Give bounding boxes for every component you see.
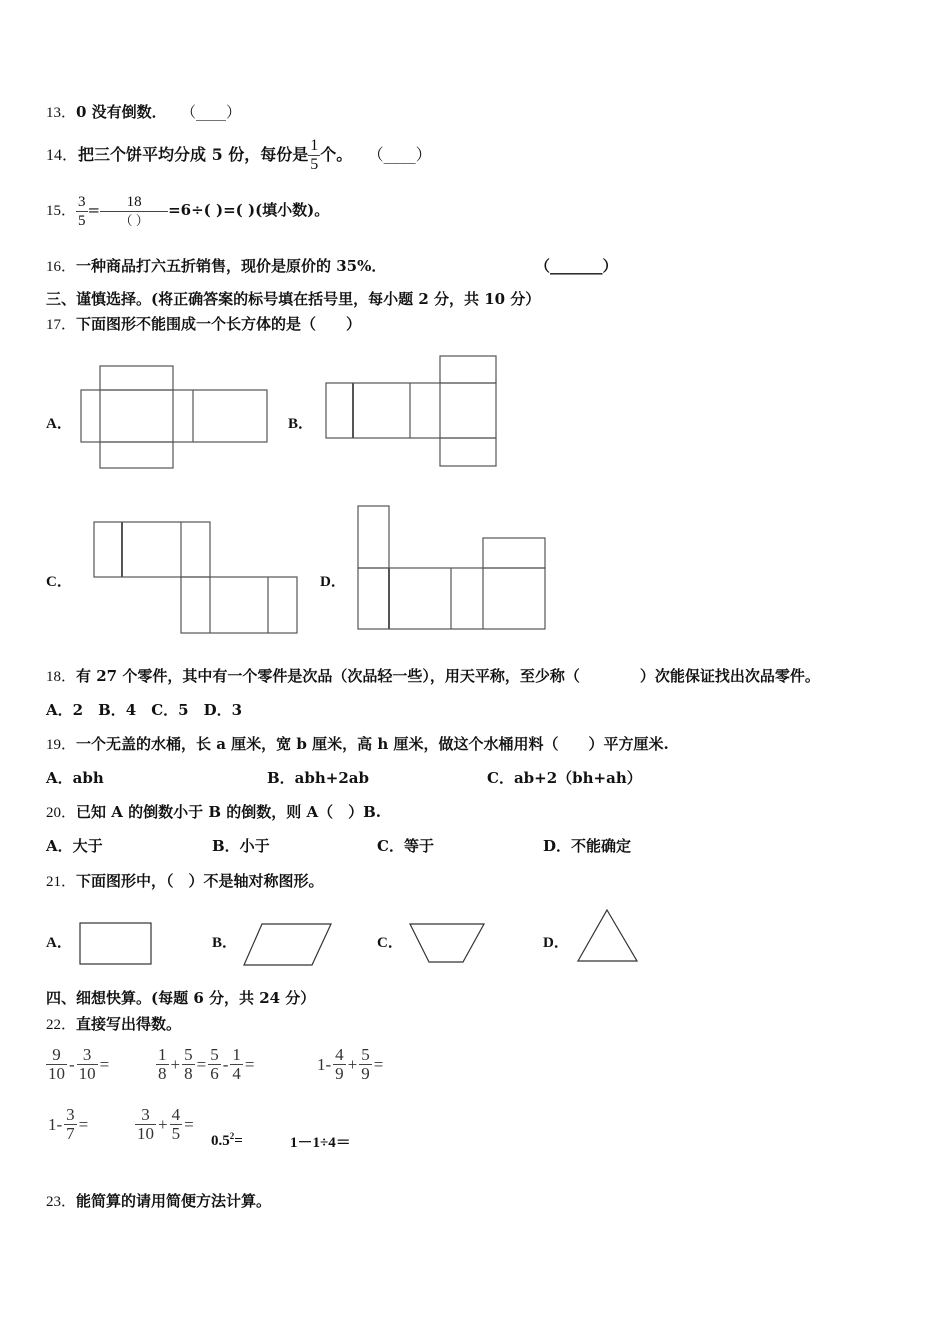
q21-triangle-shape[interactable] xyxy=(578,910,637,961)
q21-parallelogram-shape[interactable] xyxy=(244,924,331,965)
q22-expr-1: $\frac{9}{10}$ - $\frac{3}{10}$ = xyxy=(48,1045,110,1083)
q20-option-d[interactable]: D．不能确定 xyxy=(543,837,632,855)
q21-option-a-label[interactable]: A． xyxy=(46,935,72,951)
q22-expr-3: 1- $\frac{4}{9}$ + $\frac{5}{9}$ = xyxy=(317,1045,384,1083)
question-17: 17．下面图形不能围成一个长方体的是（ ） xyxy=(46,315,362,333)
question-23: 23．能简算的请用简便方法计算。 xyxy=(46,1192,272,1210)
question-16: 16．一种商品打六五折销售，现价是原价的 35%． xyxy=(46,257,387,275)
q14-answer-blank[interactable]: （____） xyxy=(367,145,432,164)
q20-option-a[interactable]: A．大于 xyxy=(46,837,103,855)
q21-option-d-label[interactable]: D． xyxy=(543,935,569,951)
q17-net-b[interactable] xyxy=(326,356,496,466)
q17-option-b-label[interactable]: B． xyxy=(288,416,314,432)
q21-rectangle-shape[interactable] xyxy=(80,923,151,964)
q17-option-d-label[interactable]: D． xyxy=(320,574,346,590)
q15-fraction: $\frac{3}{5}$ xyxy=(78,193,86,229)
q19-option-a[interactable]: A．abh xyxy=(46,769,104,787)
q19-option-b[interactable]: B．abh+2ab xyxy=(267,769,370,787)
q21-trapezoid-shape[interactable] xyxy=(410,924,484,962)
q19-option-c[interactable]: C．ab+2（bh+ah） xyxy=(487,769,642,787)
q13-text: 0 没有倒数． xyxy=(76,103,167,121)
question-18: 18．有 27 个零件，其中有一个零件是次品（次品轻一些），用天平称，至少称（ ）次能保证找出次品零件。 xyxy=(46,667,820,685)
q22-expr-5: $\frac{3}{10}$ + $\frac{4}{5}$ = xyxy=(137,1105,194,1143)
q22-expr-6: $0.5^2=$ xyxy=(211,1131,243,1149)
q21-option-b-label[interactable]: B． xyxy=(212,935,238,951)
q22-expr-2: $\frac{1}{8}$ + $\frac{5}{8}$ = $\frac{5}{6}$ - $\frac{1}{4}$ = xyxy=(158,1045,255,1083)
q17-option-a-label[interactable]: A． xyxy=(46,416,72,432)
q17-net-c[interactable] xyxy=(94,522,297,633)
q16-answer-blank[interactable]: （_______） xyxy=(535,257,618,275)
question-22: 22．直接写出得数。 xyxy=(46,1015,182,1033)
q18-options[interactable]: A．2 B．4 C．5 D．3 xyxy=(46,701,243,719)
question-20: 20．已知 A 的倒数小于 B 的倒数，则 A（ ）B. xyxy=(46,803,381,821)
section-3-title: 三、谨慎选择。(将正确答案的标号填在括号里，每小题 2 分，共 10 分） xyxy=(46,290,541,308)
question-14: 14．把三个饼平均分成 5 份，每份是 $\frac{1}{5}$ 个。 （____） xyxy=(46,137,432,173)
question-13: 13．0 没有倒数． （____） xyxy=(46,103,242,121)
q21-option-c-label[interactable]: C． xyxy=(377,935,403,951)
q17-net-d[interactable] xyxy=(358,506,545,629)
question-21: 21．下面图形中，（ ）不是轴对称图形。 xyxy=(46,872,324,890)
q17-option-c-label[interactable]: C． xyxy=(46,574,72,590)
question-19: 19．一个无盖的水桶，长 a 厘米，宽 b 厘米，高 h 厘米，做这个水桶用料（ ）平方厘米. xyxy=(46,735,669,753)
q14-fraction: $\frac{1}{5}$ xyxy=(310,137,319,173)
q15-fraction-blank[interactable]: $\frac{18}{( )}$ xyxy=(100,193,168,230)
q17-net-a[interactable] xyxy=(81,366,267,468)
section-4-title: 四、细想快算。(每题 6 分，共 24 分） xyxy=(46,989,316,1007)
q20-option-c[interactable]: C．等于 xyxy=(377,837,434,855)
q22-expr-4: 1- $\frac{3}{7}$ = xyxy=(48,1105,89,1143)
q22-expr-7: 1－1÷4＝ xyxy=(290,1135,351,1151)
q20-option-b[interactable]: B．小于 xyxy=(212,837,270,855)
question-15: 15． $\frac{3}{5}$ = $\frac{18}{( )}$ =6÷( )=( )(填小数)。 xyxy=(46,193,330,229)
q13-answer-blank[interactable]: （____） xyxy=(181,103,242,121)
